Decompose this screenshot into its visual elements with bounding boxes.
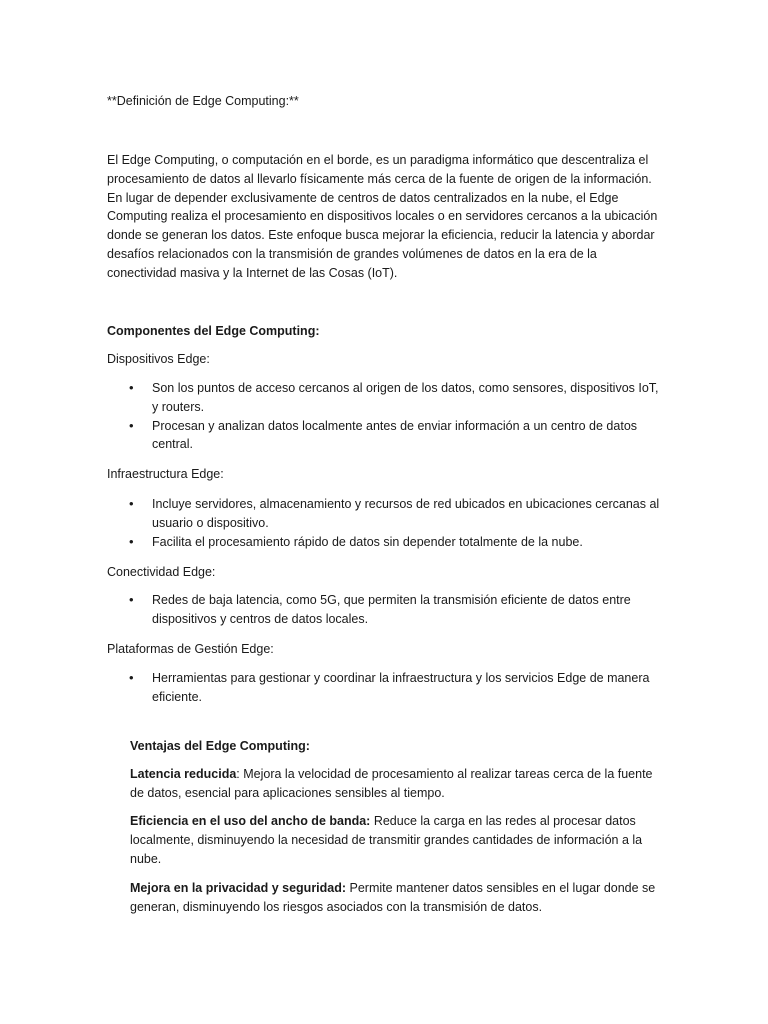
bullet-list-infraestructura — [107, 495, 667, 551]
advantage-term: Mejora en la privacidad y seguridad: — [130, 881, 347, 895]
advantage-term: Latencia reducida — [130, 767, 237, 781]
group-label-dispositivos: Dispositivos Edge: — [107, 352, 210, 366]
bullet-list-conectividad — [107, 591, 667, 629]
group-label-plataformas: Plataformas de Gestión Edge: — [107, 642, 274, 656]
list-item: • Redes de baja latencia, como 5G, que permiten la transmisión eficiente de datos entre dispositivos y centros de datos locales. — [107, 591, 667, 629]
advantage-privacidad — [130, 879, 663, 917]
list-item: • Incluye servidores, almacenamiento y recursos de red ubicados en ubicaciones cercanas al usuario o dispositivo. — [107, 495, 667, 533]
list-item: • Herramientas para gestionar y coordinar la infraestructura y los servicios Edge de manera eficiente. — [107, 669, 667, 707]
bullet-list-plataformas — [107, 669, 667, 707]
advantage-text: : Mejora la velocidad de procesamiento al realizar tareas cerca de la fuente de datos, esencial para aplicaciones sensibles al tiempo. — [130, 767, 653, 800]
group-label-conectividad: Conectividad Edge: — [107, 565, 216, 579]
list-item: • Son los puntos de acceso cercanos al origen de los datos, como sensores, dispositivos IoT, y routers. — [107, 379, 667, 417]
bullet-list-dispositivos — [107, 379, 667, 454]
components-heading: Componentes del Edge Computing: — [107, 324, 320, 338]
advantage-text: Reduce la carga en las redes al procesar datos localmente, disminuyendo la necesidad de transmitir grandes cantidades de información a la nube. — [130, 814, 643, 866]
advantage-text: Permite mantener datos sensibles en el lugar donde se generan, disminuyendo los riesgos asociados con la transmisión de datos. — [130, 881, 656, 914]
advantage-latencia — [130, 765, 663, 803]
intro-paragraph: El Edge Computing, o computación en el borde, es un paradigma informático que descentraliza el procesamiento de datos al llevarlo físicamente más cerca de la fuente de origen de la información. En lugar de depender exclusivamente de centros de datos centralizados en la nube, el Edge Computing realiza el procesamiento en dispositivos locales o en servidores cercanos a la ubicación donde se generan los datos. Este enfoque busca mejorar la eficiencia, reducir la latencia y abordar desafíos relacionados con la transmisión de grandes volúmenes de datos en la era de la conectividad masiva y la Internet de las Cosas (IoT). — [107, 153, 658, 280]
advantage-ancho-banda — [130, 812, 663, 868]
advantage-term: Eficiencia en el uso del ancho de banda: — [130, 814, 371, 828]
group-label-infraestructura: Infraestructura Edge: — [107, 467, 224, 481]
advantages-heading: Ventajas del Edge Computing: — [130, 739, 310, 753]
list-item: • Facilita el procesamiento rápido de datos sin depender totalmente de la nube. — [107, 533, 667, 552]
document-title: **Definición de Edge Computing:** — [107, 94, 299, 108]
list-item: • Procesan y analizan datos localmente antes de enviar información a un centro de datos central. — [107, 417, 667, 455]
